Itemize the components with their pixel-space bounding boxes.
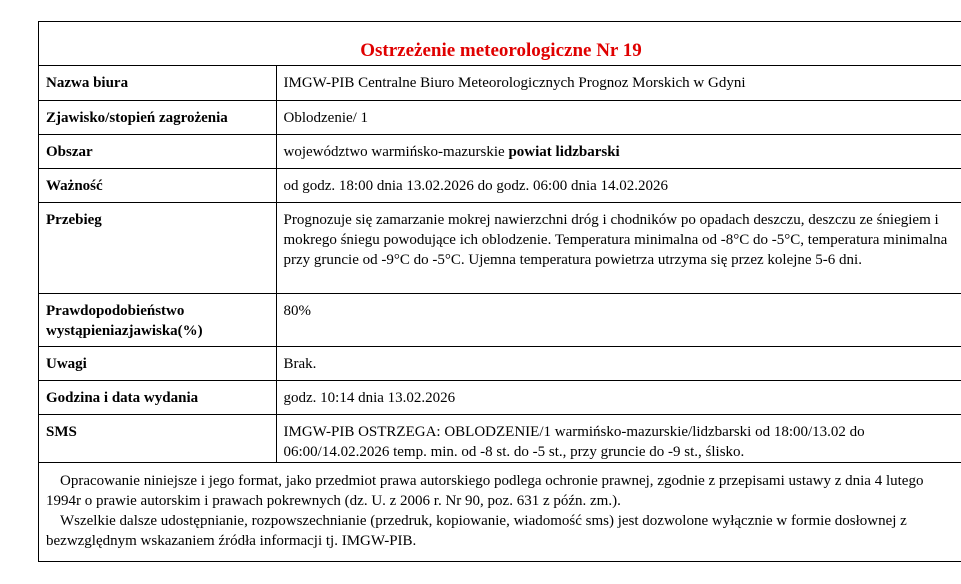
validity-label: Ważność [39, 168, 276, 202]
row-probability [39, 293, 961, 346]
phenomenon-label: Zjawisko/stopień zagrożenia [39, 100, 276, 134]
warning-title: Ostrzeżenie meteorologiczne Nr 19 [360, 40, 642, 61]
warning-document [38, 21, 961, 562]
notes-value: Brak. [276, 346, 961, 380]
row-notes [39, 346, 961, 380]
row-issued [39, 380, 961, 414]
office-label: Nazwa biura [39, 66, 276, 100]
row-course [39, 202, 961, 293]
row-office [39, 66, 961, 100]
area-value [276, 134, 961, 168]
phenomenon-value: Oblodzenie/ 1 [276, 100, 961, 134]
row-validity [39, 168, 961, 202]
area-label: Obszar [39, 134, 276, 168]
sms-label: SMS [39, 414, 276, 462]
area-region: województwo warmińsko-mazurskie [283, 143, 509, 160]
notes-label: Uwagi [39, 346, 276, 380]
office-value: IMGW-PIB Centralne Biuro Meteorologicznych Prognoz Morskich w Gdyni [276, 66, 961, 100]
row-area [39, 134, 961, 168]
area-county: powiat lidzbarski [508, 143, 620, 160]
sms-value: IMGW-PIB OSTRZEGA: OBLODZENIE/1 warmińsko-mazurskie/lidzbarski od 18:00/13.02 do 06:00/14.02.2026 temp. min. od -8 st. do -5 st., przy gruncie do -9 st., ślisko. [276, 414, 961, 462]
row-phenomenon [39, 100, 961, 134]
probability-value: 80% [276, 293, 961, 346]
title-row [39, 22, 961, 66]
copyright-notice: Opracowanie niniejsze i jego format, jako przedmiot prawa autorskiego podlega ochronie prawnej, zgodnie z przepisami ustawy z dnia 4 lutego 1994r o prawie autorskim i prawach pokrewnych (dz. U. z 2006 r. Nr 90, poz. 631 z późn. zm.). [46, 472, 924, 509]
course-value: Prognozuje się zamarzanie mokrej nawierzchni dróg i chodników po opadach deszczu, deszczu ze śniegiem i mokrego śniegu powodujące ich oblodzenie. Temperatura minimalna od -8°C do -5°C, temperatura minimalna przy gruncie od -9°C do -5°C. Ujemna temperatura powietrza utrzyma się przez kolejne 5-6 dni. [276, 202, 961, 293]
row-sms [39, 414, 961, 462]
probability-label: Prawdopodobieństwo wystąpieniazjawiska(%) [39, 293, 276, 346]
sharing-notice: Wszelkie dalsze udostępnianie, rozpowszechnianie (przedruk, kopiowanie, wiadomość sms) jest dozwolone wyłącznie w formie dosłownej z bezwzględnym wskazaniem źródła informacji tj. IMGW-PIB. [46, 512, 907, 549]
footer-notice [39, 463, 961, 551]
warning-info-table [39, 66, 961, 463]
issued-label: Godzina i data wydania [39, 380, 276, 414]
validity-value: od godz. 18:00 dnia 13.02.2026 do godz. 06:00 dnia 14.02.2026 [276, 168, 961, 202]
issued-value: godz. 10:14 dnia 13.02.2026 [276, 380, 961, 414]
course-label: Przebieg [39, 202, 276, 293]
